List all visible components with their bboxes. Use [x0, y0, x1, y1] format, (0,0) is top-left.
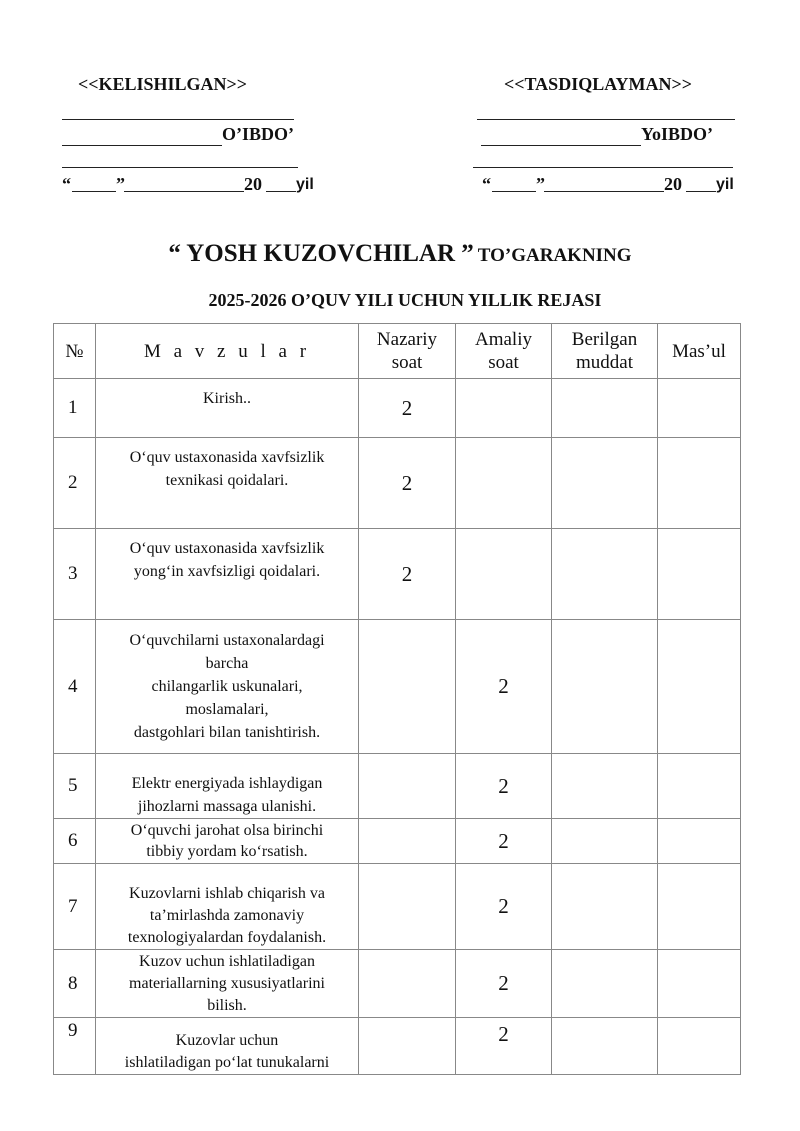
row-deadline	[552, 529, 658, 620]
right-date-yil: yil	[716, 176, 734, 193]
row-practice-hours: 2	[456, 950, 552, 1018]
left-signature-line-2	[62, 167, 298, 168]
row-theory-hours: 2	[359, 529, 456, 620]
right-signature-line-1	[477, 119, 735, 120]
row-number: 7	[54, 864, 96, 950]
row-practice-hours	[456, 379, 552, 438]
row-number: 6	[54, 819, 96, 864]
row-practice-hours: 2	[456, 864, 552, 950]
row-topic: Kuzovlarni ishlab chiqarish va ta’mirlashda zamonaviy texnologiyalardan foydalanish.	[96, 864, 359, 950]
row-topic: O‘quvchilarni ustaxonalardagi barcha chilangarlik uskunalari, moslamalari, dastgohlari bilan tanishtirish.	[96, 620, 359, 754]
row-number: 5	[54, 754, 96, 819]
table-row	[54, 620, 741, 754]
row-topic: O‘quv ustaxonasida xavfsizlik texnikasi qoidalari.	[96, 438, 359, 529]
row-number: 4	[54, 620, 96, 754]
left-date-year-prefix: 20	[244, 174, 262, 194]
right-date-year-line	[686, 191, 716, 192]
table-row	[54, 864, 741, 950]
row-practice-hours	[456, 438, 552, 529]
header-responsible: Mas’ul	[658, 324, 741, 379]
row-theory-hours	[359, 1018, 456, 1075]
row-deadline	[552, 1018, 658, 1075]
row-practice-hours: 2	[456, 819, 552, 864]
table-row	[54, 819, 741, 864]
row-practice-hours	[456, 529, 552, 620]
club-name: “ YOSH KUZOVCHILAR ”	[168, 240, 474, 267]
row-practice-hours: 2	[456, 754, 552, 819]
row-deadline	[552, 754, 658, 819]
row-responsible	[658, 754, 741, 819]
left-date-open-quote: “	[62, 174, 71, 194]
row-number: 2	[54, 438, 96, 529]
row-theory-hours	[359, 754, 456, 819]
row-topic: Elektr energiyada ishlaydigan jihozlarni massaga ulanishi.	[96, 754, 359, 819]
row-deadline	[552, 864, 658, 950]
row-number: 9	[54, 1018, 96, 1075]
row-deadline	[552, 950, 658, 1018]
row-responsible	[658, 529, 741, 620]
right-signature-line-2	[473, 167, 733, 168]
header-topic: M a v z u l a r	[96, 324, 359, 379]
row-topic: O‘quv ustaxonasida xavfsizlik yong‘in xavfsizligi qoidalari.	[96, 529, 359, 620]
row-theory-hours	[359, 950, 456, 1018]
row-responsible	[658, 864, 741, 950]
right-date-month-line	[544, 191, 664, 192]
row-theory-hours	[359, 819, 456, 864]
plan-table	[53, 323, 741, 1075]
row-practice-hours: 2	[456, 1018, 552, 1075]
row-responsible	[658, 819, 741, 864]
row-topic: Kirish..	[96, 379, 359, 438]
row-topic: Kuzovlar uchun ishlatiladigan po‘lat tunukalarni	[96, 1018, 359, 1075]
row-deadline	[552, 819, 658, 864]
header-theory-hours: Nazariy soat	[359, 324, 456, 379]
left-signature-line-1	[62, 119, 294, 120]
row-theory-hours: 2	[359, 379, 456, 438]
table-row	[54, 529, 741, 620]
row-theory-hours: 2	[359, 438, 456, 529]
row-responsible	[658, 1018, 741, 1075]
header-num: №	[54, 324, 96, 379]
table-row	[54, 1018, 741, 1075]
document-title	[0, 240, 800, 268]
table-header-row	[54, 324, 741, 379]
row-responsible	[658, 438, 741, 529]
left-date-year-line	[266, 191, 296, 192]
header-deadline: Berilgan muddat	[552, 324, 658, 379]
left-org-suffix: O’IBDO’	[222, 124, 294, 144]
row-topic: O‘quvchi jarohat olsa birinchi tibbiy yordam ko‘rsatish.	[96, 819, 359, 864]
header-practice-hours: Amaliy soat	[456, 324, 552, 379]
right-date-day-line	[492, 191, 536, 192]
table-row	[54, 754, 741, 819]
left-date-yil: yil	[296, 176, 314, 193]
right-date-close-quote: ”	[536, 174, 545, 194]
row-responsible	[658, 379, 741, 438]
row-number: 1	[54, 379, 96, 438]
table-row	[54, 950, 741, 1018]
row-theory-hours	[359, 864, 456, 950]
left-approval-heading: <<KELISHILGAN>>	[78, 74, 248, 94]
left-date-close-quote: ”	[116, 174, 125, 194]
title-suffix: TO’GARAKNING	[477, 245, 632, 266]
row-deadline	[552, 379, 658, 438]
right-date-open-quote: “	[482, 174, 491, 194]
document-subtitle: 2025-2026 O’QUV YILI UCHUN YILLIK REJASI	[208, 290, 602, 310]
right-org-suffix: YoIBDO’	[641, 124, 714, 144]
row-practice-hours: 2	[456, 620, 552, 754]
right-org-line	[481, 145, 641, 146]
row-theory-hours	[359, 620, 456, 754]
left-date-day-line	[72, 191, 116, 192]
row-number: 8	[54, 950, 96, 1018]
table-row	[54, 438, 741, 529]
row-responsible	[658, 950, 741, 1018]
row-deadline	[552, 620, 658, 754]
row-topic: Kuzov uchun ishlatiladigan materiallarning xususiyatlarini bilish.	[96, 950, 359, 1018]
right-approval-heading: <<TASDIQLAYMAN>>	[504, 74, 693, 94]
row-responsible	[658, 620, 741, 754]
left-org-line	[62, 145, 222, 146]
row-number: 3	[54, 529, 96, 620]
left-date-month-line	[124, 191, 244, 192]
table-row	[54, 379, 741, 438]
right-date-year-prefix: 20	[664, 174, 682, 194]
row-deadline	[552, 438, 658, 529]
